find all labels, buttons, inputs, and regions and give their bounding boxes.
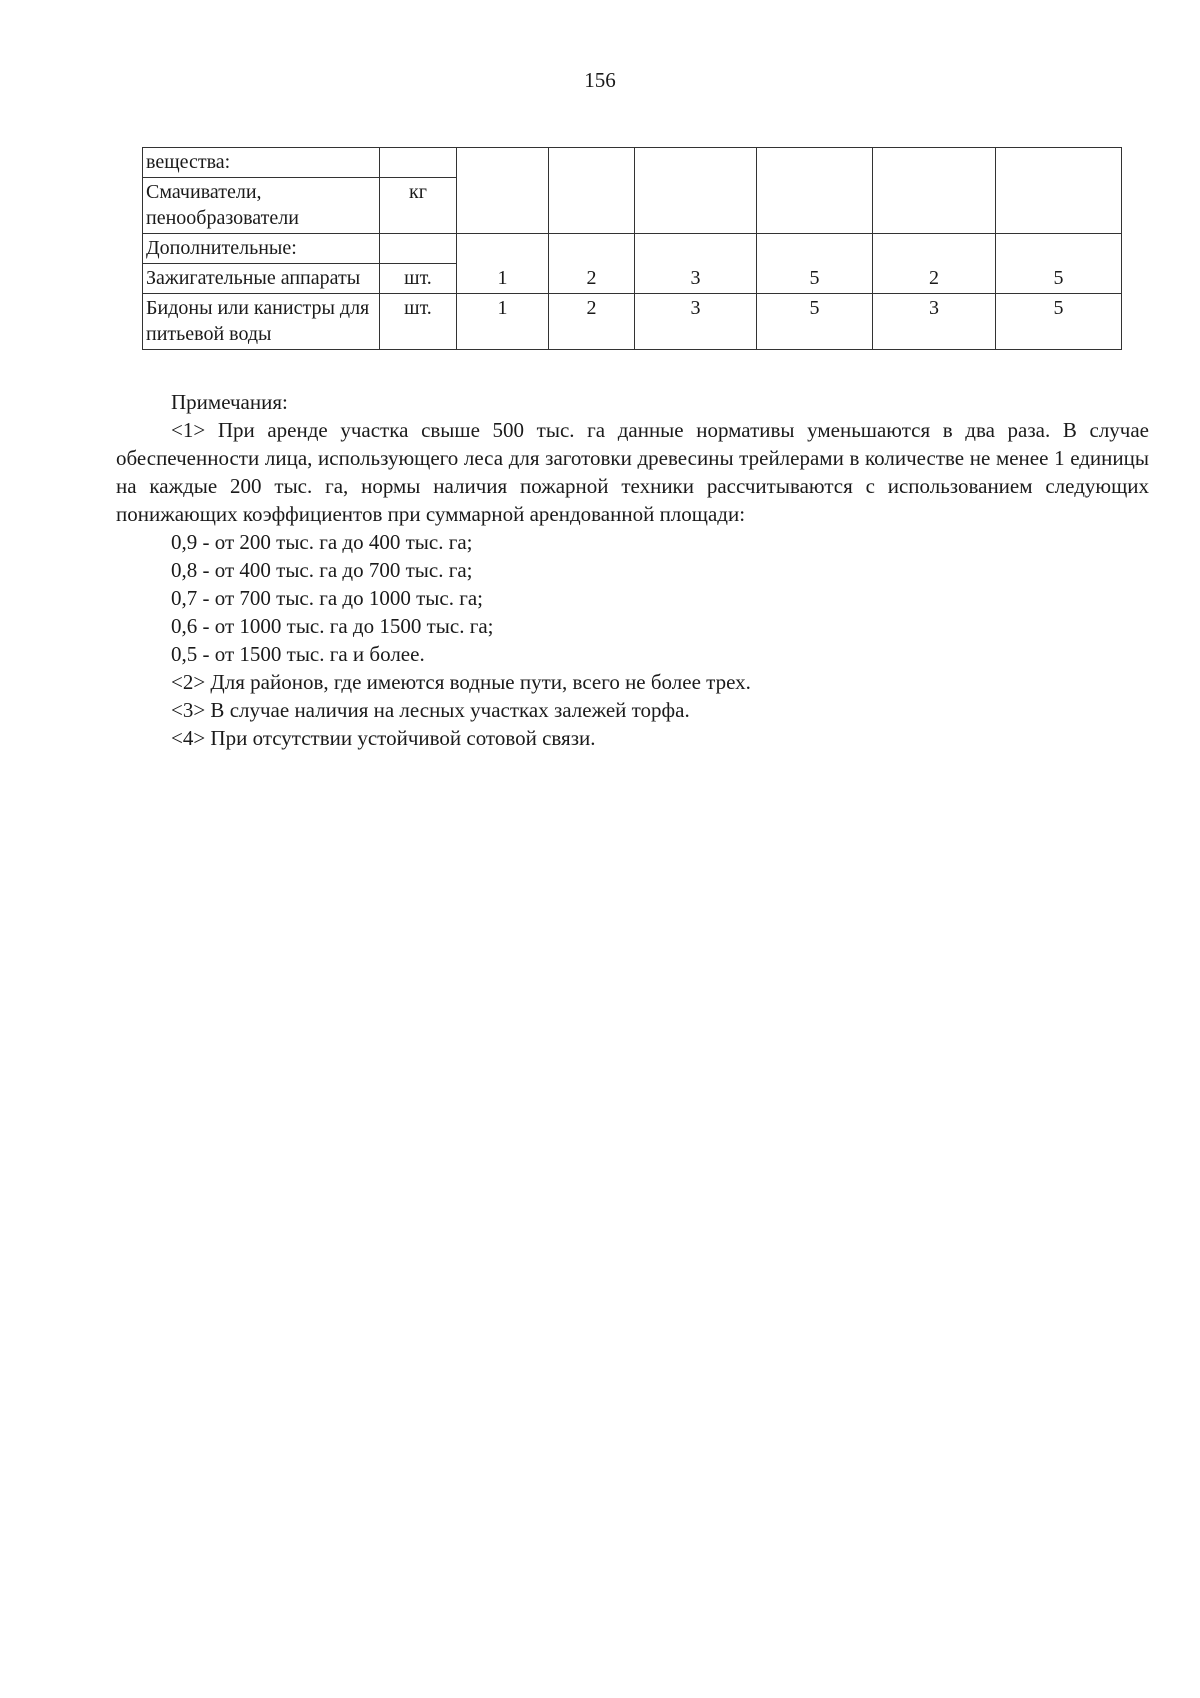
value-cell: 1 xyxy=(457,294,549,350)
row-unit: шт. xyxy=(380,294,457,350)
coefficient-item: 0,7 - от 700 тыс. га до 1000 тыс. га; xyxy=(171,586,483,610)
value-cell: 2 xyxy=(873,234,996,294)
coefficient-item: 0,8 - от 400 тыс. га до 700 тыс. га; xyxy=(171,558,473,582)
value-cell xyxy=(873,148,996,234)
value-cell: 5 xyxy=(996,234,1122,294)
value-cell: 3 xyxy=(873,294,996,350)
row-unit xyxy=(380,234,457,264)
row-name: Смачиватели, пенообразователи xyxy=(143,178,380,234)
value-cell xyxy=(549,148,635,234)
value-cell xyxy=(757,148,873,234)
value-cell: 5 xyxy=(757,234,873,294)
table-row xyxy=(143,234,1122,264)
value-cell: 2 xyxy=(549,234,635,294)
row-name: Бидоны или канистры для питьевой воды xyxy=(143,294,380,350)
value-cell xyxy=(457,148,549,234)
value-cell: 2 xyxy=(549,294,635,350)
coefficient-item: 0,6 - от 1000 тыс. га до 1500 тыс. га; xyxy=(171,614,494,638)
note-3: <3> В случае наличия на лесных участках залежей торфа. xyxy=(171,698,690,722)
table-row xyxy=(143,148,1122,178)
row-name: Зажигательные аппараты xyxy=(143,264,380,294)
value-cell: 5 xyxy=(996,294,1122,350)
note-1: <1> При аренде участка свыше 500 тыс. га данные нормативы уменьшаются в два раза. В случае обеспеченности лица, использующего леса для заготовки древесины трейлерами в количестве не менее 1 единицы на каждые 200 тыс. га, нормы наличия пожарной техники рассчитываются с использованием следующих понижающих коэффициентов при суммарной арендованной площади: xyxy=(116,418,1149,526)
value-cell xyxy=(635,148,757,234)
value-cell: 5 xyxy=(757,294,873,350)
row-name: Дополнительные: xyxy=(143,234,380,264)
table-row xyxy=(143,294,1122,350)
row-unit: кг xyxy=(380,178,457,234)
norms-table xyxy=(142,147,1122,350)
value-cell: 3 xyxy=(635,294,757,350)
notes-heading: Примечания: xyxy=(171,390,288,414)
value-cell: 1 xyxy=(457,234,549,294)
notes-section xyxy=(116,388,1149,752)
coefficient-item: 0,9 - от 200 тыс. га до 400 тыс. га; xyxy=(171,530,473,554)
row-unit: шт. xyxy=(380,264,457,294)
row-name: вещества: xyxy=(143,148,380,178)
row-unit xyxy=(380,148,457,178)
value-cell: 3 xyxy=(635,234,757,294)
coefficient-item: 0,5 - от 1500 тыс. га и более. xyxy=(171,642,425,666)
page-number: 156 xyxy=(584,68,616,92)
value-cell xyxy=(996,148,1122,234)
note-2: <2> Для районов, где имеются водные пути, всего не более трех. xyxy=(171,670,751,694)
note-4: <4> При отсутствии устойчивой сотовой связи. xyxy=(171,726,596,750)
